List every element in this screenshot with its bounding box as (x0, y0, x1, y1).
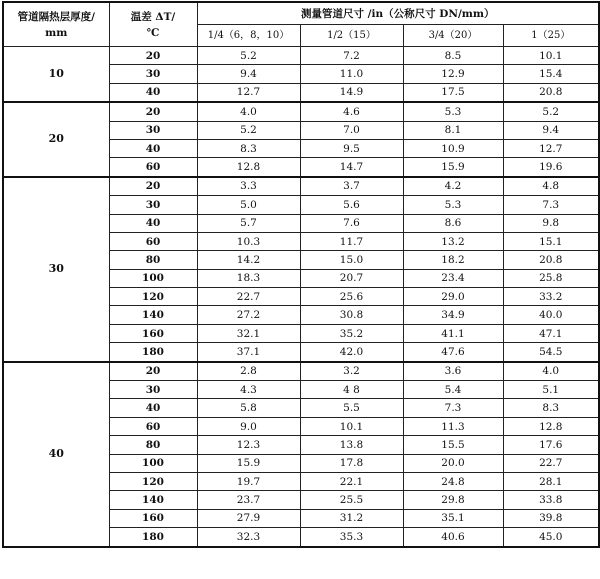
value-cell: 14.2 (197, 251, 300, 269)
value-cell: 4.0 (503, 362, 599, 381)
temp-diff-cell: 20 (109, 47, 197, 65)
value-cell: 5.3 (403, 196, 503, 214)
value-cell: 22.7 (503, 454, 599, 472)
value-cell: 4.2 (403, 177, 503, 196)
value-cell: 30.8 (300, 306, 403, 324)
value-cell: 28.1 (503, 472, 599, 490)
value-cell: 7.3 (403, 399, 503, 417)
table-row (3, 362, 599, 381)
temp-diff-cell: 20 (109, 177, 197, 196)
value-cell: 3.2 (300, 362, 403, 381)
value-cell: 5.2 (503, 102, 599, 121)
value-cell: 54.5 (503, 343, 599, 362)
value-cell: 20.7 (300, 269, 403, 287)
table-container (2, 1, 600, 548)
value-cell: 35.3 (300, 528, 403, 547)
value-cell: 27.9 (197, 509, 300, 527)
value-cell: 10.1 (503, 47, 599, 65)
table-body (3, 47, 599, 547)
value-cell: 14.9 (300, 83, 403, 102)
value-cell: 40.6 (403, 528, 503, 547)
value-cell: 31.2 (300, 509, 403, 527)
value-cell: 15.4 (503, 65, 599, 83)
value-cell: 23.7 (197, 491, 300, 509)
temp-diff-cell: 120 (109, 472, 197, 490)
value-cell: 12.8 (503, 417, 599, 435)
header-size-3: 3/4（20） (403, 25, 503, 47)
header-size-1: 1/4（6，8，10） (197, 25, 300, 47)
value-cell: 33.8 (503, 491, 599, 509)
temp-diff-cell: 140 (109, 306, 197, 324)
value-cell: 42.0 (300, 343, 403, 362)
value-cell: 9.4 (197, 65, 300, 83)
value-cell: 11.3 (403, 417, 503, 435)
value-cell: 4 8 (300, 381, 403, 399)
value-cell: 4.8 (503, 177, 599, 196)
temp-diff-cell: 40 (109, 83, 197, 102)
temp-diff-cell: 60 (109, 158, 197, 177)
value-cell: 10.3 (197, 232, 300, 250)
temp-diff-cell: 30 (109, 381, 197, 399)
temp-diff-cell: 100 (109, 454, 197, 472)
value-cell: 12.7 (197, 83, 300, 102)
value-cell: 45.0 (503, 528, 599, 547)
value-cell: 7.2 (300, 47, 403, 65)
value-cell: 11.7 (300, 232, 403, 250)
value-cell: 47.1 (503, 324, 599, 342)
value-cell: 17.6 (503, 436, 599, 454)
value-cell: 33.2 (503, 288, 599, 306)
value-cell: 11.0 (300, 65, 403, 83)
value-cell: 18.3 (197, 269, 300, 287)
value-cell: 10.9 (403, 139, 503, 157)
value-cell: 34.9 (403, 306, 503, 324)
value-cell: 20.0 (403, 454, 503, 472)
value-cell: 12.8 (197, 158, 300, 177)
temp-diff-cell: 20 (109, 362, 197, 381)
header-thickness (3, 2, 109, 47)
value-cell: 7.3 (503, 196, 599, 214)
value-cell: 5.1 (503, 381, 599, 399)
value-cell: 5.8 (197, 399, 300, 417)
value-cell: 15.9 (403, 158, 503, 177)
value-cell: 4.3 (197, 381, 300, 399)
header-temp-diff-line2: ℃ (146, 26, 160, 39)
value-cell: 10.1 (300, 417, 403, 435)
value-cell: 12.7 (503, 139, 599, 157)
value-cell: 24.8 (403, 472, 503, 490)
value-cell: 3.7 (300, 177, 403, 196)
header-thickness-line2: mm (45, 26, 68, 39)
temp-diff-cell: 80 (109, 251, 197, 269)
value-cell: 15.5 (403, 436, 503, 454)
value-cell: 5.4 (403, 381, 503, 399)
value-cell: 2.8 (197, 362, 300, 381)
thickness-cell: 20 (3, 102, 109, 177)
value-cell: 7.6 (300, 214, 403, 232)
value-cell: 5.2 (197, 121, 300, 139)
value-cell: 3.6 (403, 362, 503, 381)
value-cell: 23.4 (403, 269, 503, 287)
value-cell: 8.5 (403, 47, 503, 65)
temp-diff-cell: 80 (109, 436, 197, 454)
value-cell: 13.2 (403, 232, 503, 250)
value-cell: 40.0 (503, 306, 599, 324)
value-cell: 19.6 (503, 158, 599, 177)
temp-diff-cell: 160 (109, 324, 197, 342)
insulation-data-table (2, 1, 600, 548)
value-cell: 17.5 (403, 83, 503, 102)
value-cell: 4.0 (197, 102, 300, 121)
value-cell: 32.1 (197, 324, 300, 342)
value-cell: 17.8 (300, 454, 403, 472)
value-cell: 5.2 (197, 47, 300, 65)
value-cell: 29.0 (403, 288, 503, 306)
value-cell: 19.7 (197, 472, 300, 490)
value-cell: 35.1 (403, 509, 503, 527)
temp-diff-cell: 140 (109, 491, 197, 509)
value-cell: 9.8 (503, 214, 599, 232)
value-cell: 9.5 (300, 139, 403, 157)
value-cell: 22.1 (300, 472, 403, 490)
table-row (3, 47, 599, 65)
value-cell: 13.8 (300, 436, 403, 454)
value-cell: 4.6 (300, 102, 403, 121)
header-temp-diff-line1: 温差 ΔT/ (130, 10, 176, 23)
value-cell: 5.3 (403, 102, 503, 121)
header-size-2: 1/2（15） (300, 25, 403, 47)
thickness-cell: 30 (3, 177, 109, 362)
value-cell: 47.6 (403, 343, 503, 362)
temp-diff-cell: 180 (109, 528, 197, 547)
thickness-cell: 40 (3, 362, 109, 547)
value-cell: 5.7 (197, 214, 300, 232)
value-cell: 37.1 (197, 343, 300, 362)
value-cell: 25.5 (300, 491, 403, 509)
value-cell: 25.6 (300, 288, 403, 306)
temp-diff-cell: 30 (109, 196, 197, 214)
value-cell: 32.3 (197, 528, 300, 547)
table-row (3, 177, 599, 196)
temp-diff-cell: 100 (109, 269, 197, 287)
header-thickness-line1: 管道隔热层厚度/ (17, 10, 95, 23)
value-cell: 8.3 (197, 139, 300, 157)
temp-diff-cell: 60 (109, 417, 197, 435)
value-cell: 15.0 (300, 251, 403, 269)
header-size-4: 1（25） (503, 25, 599, 47)
value-cell: 3.3 (197, 177, 300, 196)
temp-diff-cell: 160 (109, 509, 197, 527)
table-row (3, 102, 599, 121)
temp-diff-cell: 60 (109, 232, 197, 250)
value-cell: 5.6 (300, 196, 403, 214)
temp-diff-cell: 30 (109, 65, 197, 83)
value-cell: 7.0 (300, 121, 403, 139)
header-temp-diff (109, 2, 197, 47)
value-cell: 5.5 (300, 399, 403, 417)
value-cell: 29.8 (403, 491, 503, 509)
temp-diff-cell: 40 (109, 139, 197, 157)
value-cell: 15.1 (503, 232, 599, 250)
value-cell: 27.2 (197, 306, 300, 324)
value-cell: 15.9 (197, 454, 300, 472)
value-cell: 9.0 (197, 417, 300, 435)
temp-diff-cell: 30 (109, 121, 197, 139)
temp-diff-cell: 40 (109, 214, 197, 232)
temp-diff-cell: 180 (109, 343, 197, 362)
value-cell: 35.2 (300, 324, 403, 342)
value-cell: 5.0 (197, 196, 300, 214)
value-cell: 8.1 (403, 121, 503, 139)
thickness-cell: 10 (3, 47, 109, 103)
value-cell: 20.8 (503, 251, 599, 269)
temp-diff-cell: 120 (109, 288, 197, 306)
value-cell: 12.9 (403, 65, 503, 83)
value-cell: 8.6 (403, 214, 503, 232)
value-cell: 20.8 (503, 83, 599, 102)
value-cell: 18.2 (403, 251, 503, 269)
temp-diff-cell: 40 (109, 399, 197, 417)
temp-diff-cell: 20 (109, 102, 197, 121)
value-cell: 39.8 (503, 509, 599, 527)
value-cell: 9.4 (503, 121, 599, 139)
value-cell: 25.8 (503, 269, 599, 287)
value-cell: 41.1 (403, 324, 503, 342)
value-cell: 22.7 (197, 288, 300, 306)
value-cell: 8.3 (503, 399, 599, 417)
value-cell: 14.7 (300, 158, 403, 177)
value-cell: 12.3 (197, 436, 300, 454)
header-pipe-size-title: 测量管道尺寸 /in（公称尺寸 DN/mm） (197, 2, 599, 25)
